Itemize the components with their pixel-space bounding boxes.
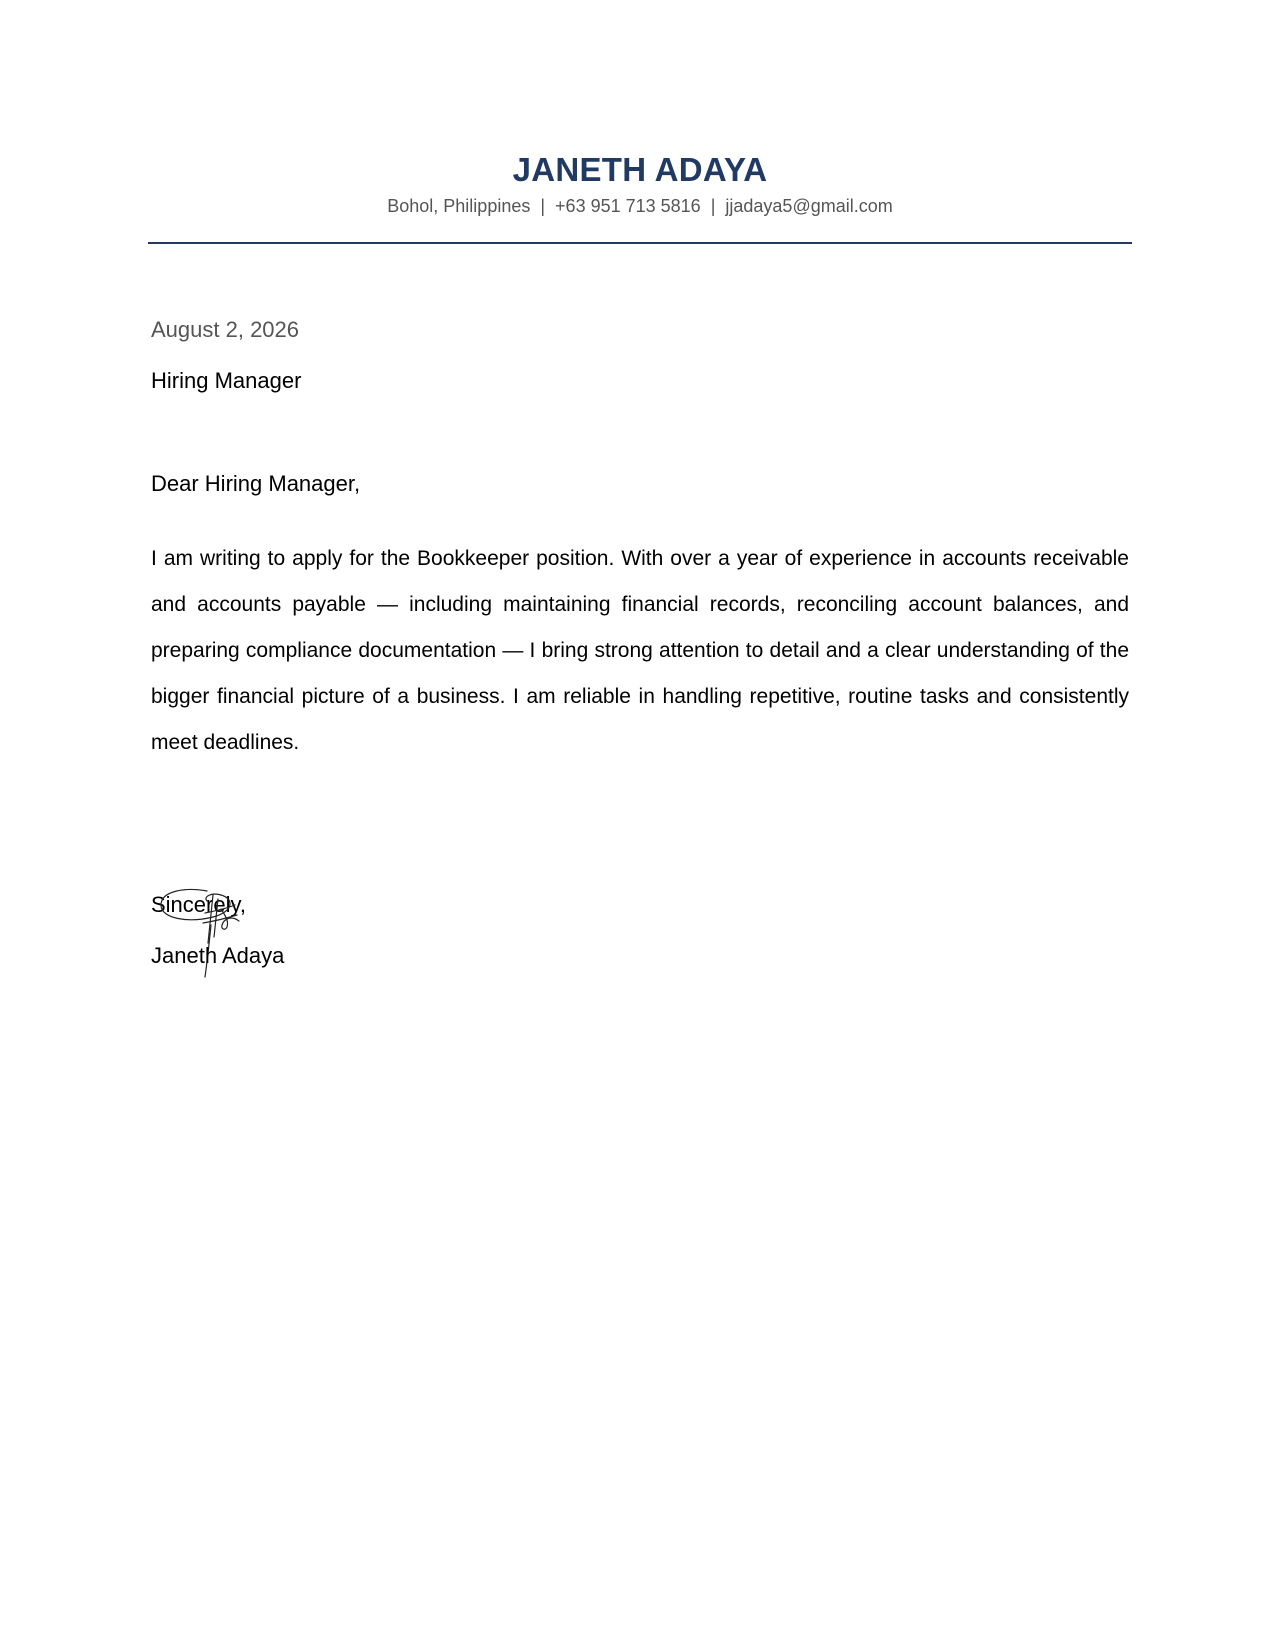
letterhead [148, 150, 1132, 219]
header-divider [148, 242, 1132, 244]
contact-separator: | [710, 196, 716, 216]
contact-email: jjadaya5@gmail.com [725, 196, 893, 216]
contact-separator: | [540, 196, 546, 216]
recipient: Hiring Manager [151, 368, 302, 393]
contact-line [148, 193, 1132, 219]
applicant-name: JANETH ADAYA [512, 151, 768, 188]
letter-body: I am writing to apply for the Bookkeeper position. With over a year of experience in accounts receivable and accounts payable — including maintaining financial records, reconciling account balances, and preparing compliance documentation — I bring strong attention to detail and a clear understanding of the bigger financial picture of a business. I am reliable in handling repetitive, routine tasks and consistently meet deadlines. [151, 547, 1129, 754]
signer-name: Janeth Adaya [151, 943, 285, 968]
contact-phone: +63 951 713 5816 [555, 196, 701, 216]
contact-location: Bohol, Philippines [387, 196, 531, 216]
closing: Sincerely, [151, 892, 246, 917]
salutation: Dear Hiring Manager, [151, 471, 361, 496]
letter-date: August 2, 2026 [151, 317, 300, 342]
